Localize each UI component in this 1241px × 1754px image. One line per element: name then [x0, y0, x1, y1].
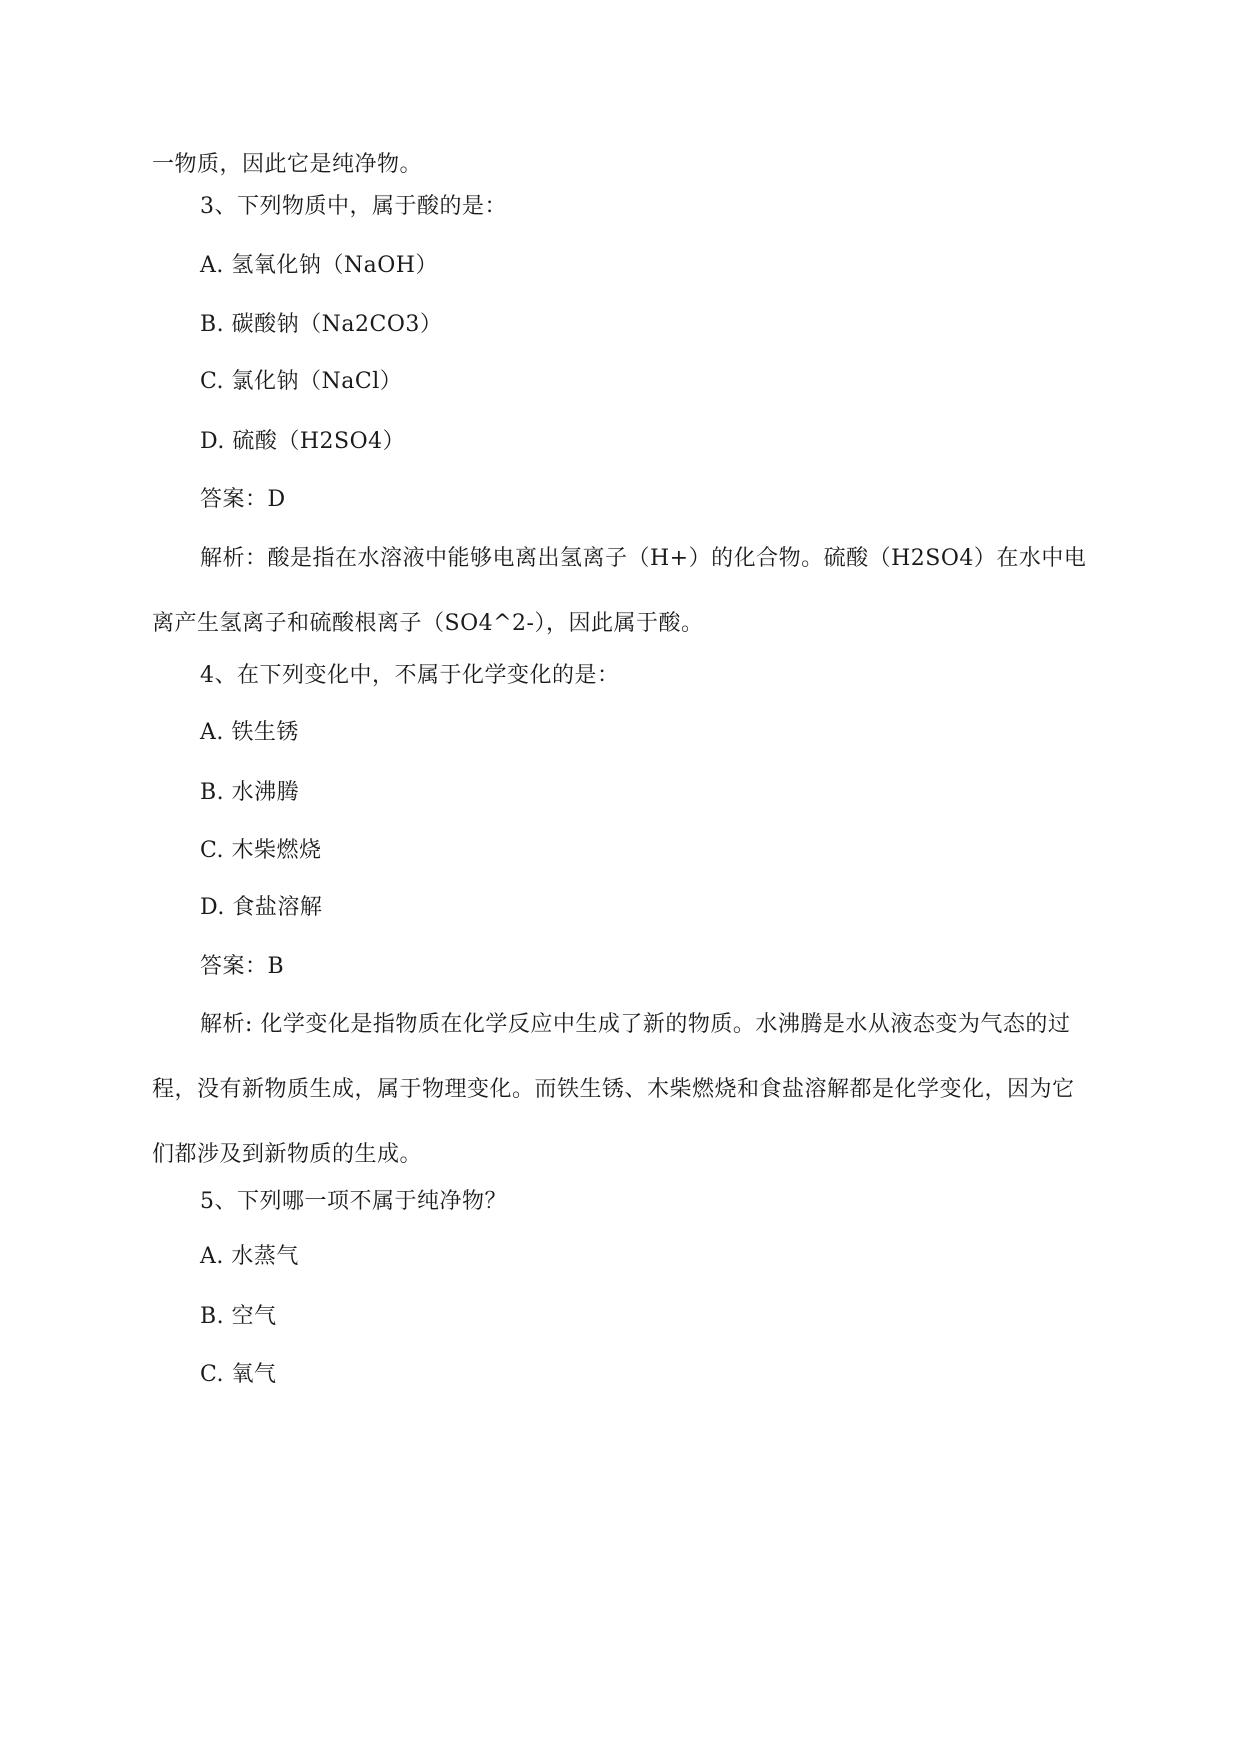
question-4-answer: 答案：B	[200, 954, 285, 979]
continuation-line: 一物质，因此它是纯净物。	[152, 152, 423, 177]
question-4-explanation: 解析: 化学变化是指物质在化学反应中生成了新的物质。水沸腾是水从液态变为气态的过程，没有新物质生成，属于物理变化。而铁生锈、木柴燃烧和食盐溶解都是化学变化，因为它们都涉及到新物质的生成。	[152, 1012, 1075, 1167]
question-3-option-b: B. 碳酸钠（Na2CO3）	[200, 312, 443, 337]
question-3: 3、下列物质中，属于酸的是：	[200, 194, 507, 219]
question-5-option-c: C. 氧气	[200, 1362, 277, 1387]
question-3-option-c: C. 氯化钠（NaCl）	[200, 369, 403, 394]
question-4-option-c: C. 木柴燃烧	[200, 838, 322, 863]
question-4-option-b: B. 水沸腾	[200, 780, 300, 805]
question-3-answer: 答案：D	[200, 487, 286, 512]
question-3-explanation: 解析：酸是指在水溶液中能够电离出氢离子（H+）的化合物。硫酸（H2SO4）在水中电离产生氢离子和硫酸根离子（SO4^2-），因此属于酸。	[152, 546, 1087, 636]
question-5-option-a: A. 水蒸气	[200, 1244, 299, 1269]
question-5: 5、下列哪一项不属于纯净物？	[200, 1189, 507, 1214]
question-4-option-a: A. 铁生锈	[200, 720, 299, 745]
question-4: 4、在下列变化中，不属于化学变化的是：	[200, 663, 620, 688]
question-5-option-b: B. 空气	[200, 1304, 277, 1329]
question-3-option-d: D. 硫酸（H2SO4）	[200, 429, 406, 454]
question-3-option-a: A. 氢氧化钠（NaOH）	[200, 253, 438, 278]
question-4-option-d: D. 食盐溶解	[200, 895, 323, 920]
